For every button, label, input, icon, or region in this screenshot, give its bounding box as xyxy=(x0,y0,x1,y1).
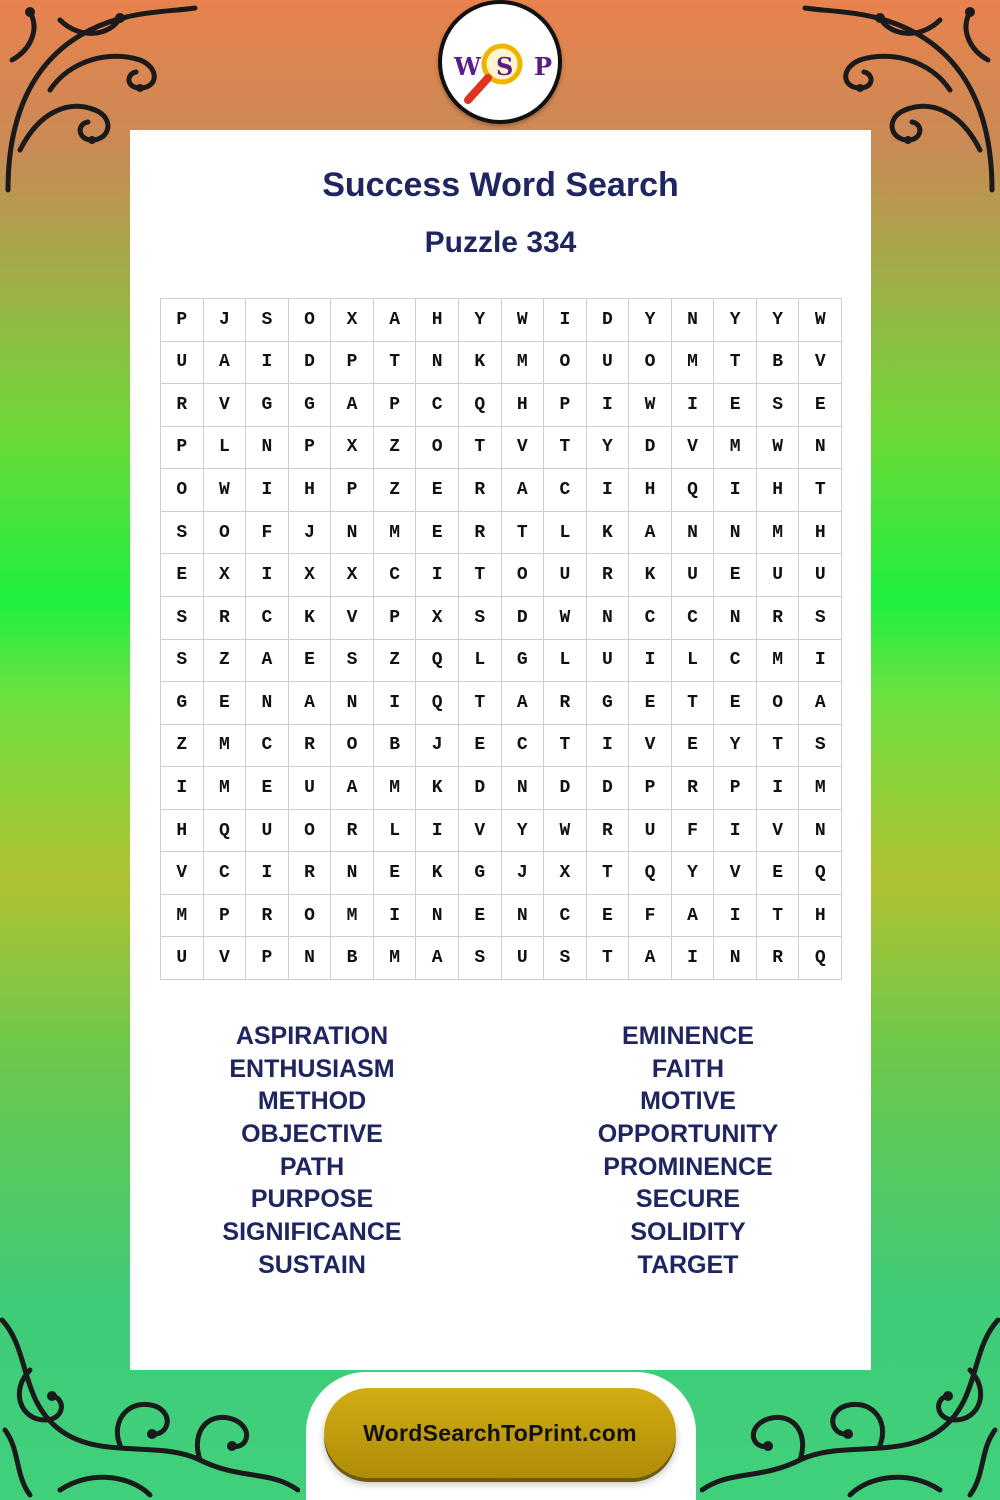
grid-cell[interactable]: V xyxy=(459,810,502,853)
grid-cell[interactable]: Y xyxy=(459,299,502,342)
grid-cell[interactable]: X xyxy=(331,427,374,470)
grid-cell[interactable]: S xyxy=(459,597,502,640)
grid-cell[interactable]: P xyxy=(204,895,247,938)
grid-cell[interactable]: R xyxy=(459,512,502,555)
grid-cell[interactable]: R xyxy=(587,554,630,597)
grid-cell[interactable]: T xyxy=(757,725,800,768)
word-list-item: OBJECTIVE xyxy=(241,1120,383,1149)
grid-cell[interactable]: E xyxy=(587,895,630,938)
grid-cell[interactable]: E xyxy=(629,682,672,725)
grid-cell[interactable]: A xyxy=(672,895,715,938)
grid-cell[interactable]: H xyxy=(289,469,332,512)
grid-cell[interactable]: V xyxy=(502,427,545,470)
grid-cell[interactable]: H xyxy=(161,810,204,853)
grid-cell[interactable]: A xyxy=(502,469,545,512)
grid-cell[interactable]: U xyxy=(672,554,715,597)
grid-cell[interactable]: V xyxy=(757,810,800,853)
grid-cell[interactable]: N xyxy=(672,299,715,342)
word-list-item: SUSTAIN xyxy=(258,1250,366,1279)
grid-cell[interactable]: O xyxy=(289,810,332,853)
grid-cell[interactable]: M xyxy=(757,640,800,683)
grid-cell[interactable]: P xyxy=(289,427,332,470)
grid-cell[interactable]: O xyxy=(161,469,204,512)
grid-cell[interactable]: S xyxy=(459,937,502,980)
word-list-item: SIGNIFICANCE xyxy=(222,1218,402,1247)
grid-cell[interactable]: E xyxy=(757,852,800,895)
grid-cell[interactable]: N xyxy=(416,895,459,938)
grid-cell[interactable]: L xyxy=(544,640,587,683)
grid-cell[interactable]: E xyxy=(374,852,417,895)
grid-cell[interactable]: M xyxy=(331,895,374,938)
grid-cell[interactable]: F xyxy=(246,512,289,555)
grid-cell[interactable]: K xyxy=(587,512,630,555)
grid-cell[interactable]: I xyxy=(246,342,289,385)
grid-cell[interactable]: Z xyxy=(204,640,247,683)
grid-cell[interactable]: G xyxy=(587,682,630,725)
grid-cell[interactable]: E xyxy=(459,895,502,938)
grid-cell[interactable]: T xyxy=(672,682,715,725)
grid-cell[interactable]: S xyxy=(161,640,204,683)
grid-cell[interactable]: L xyxy=(204,427,247,470)
grid-cell[interactable]: C xyxy=(672,597,715,640)
grid-cell[interactable]: T xyxy=(544,427,587,470)
word-list-item: ASPIRATION xyxy=(235,1022,389,1050)
word-list-item: OPPORTUNITY xyxy=(597,1120,779,1149)
grid-cell[interactable]: Y xyxy=(502,810,545,853)
grid-cell[interactable]: V xyxy=(714,852,757,895)
grid-cell[interactable]: U xyxy=(161,937,204,980)
grid-cell[interactable]: T xyxy=(757,895,800,938)
grid-cell[interactable]: K xyxy=(289,597,332,640)
logo-letter-w: W xyxy=(454,52,481,81)
grid-cell[interactable]: I xyxy=(672,384,715,427)
grid-cell[interactable]: E xyxy=(246,767,289,810)
grid-cell[interactable]: E xyxy=(416,512,459,555)
logo-letter-p: P xyxy=(534,52,553,81)
grid-cell[interactable]: A xyxy=(629,937,672,980)
word-list-left xyxy=(162,1020,462,1282)
grid-cell[interactable]: E xyxy=(714,682,757,725)
grid-cell[interactable]: R xyxy=(246,895,289,938)
grid-cell[interactable]: A xyxy=(416,937,459,980)
grid-cell[interactable]: M xyxy=(374,512,417,555)
grid-cell[interactable]: Q xyxy=(416,682,459,725)
grid-cell[interactable]: Z xyxy=(161,725,204,768)
grid-cell[interactable]: T xyxy=(587,852,630,895)
grid-cell[interactable]: G xyxy=(502,640,545,683)
grid-cell[interactable]: V xyxy=(204,384,247,427)
grid-cell[interactable]: M xyxy=(672,342,715,385)
grid-cell[interactable]: N xyxy=(289,937,332,980)
grid-cell[interactable]: U xyxy=(799,554,842,597)
grid-cell[interactable]: F xyxy=(672,810,715,853)
grid-cell[interactable]: K xyxy=(416,852,459,895)
grid-cell[interactable]: D xyxy=(587,767,630,810)
grid-cell[interactable]: P xyxy=(629,767,672,810)
grid-cell[interactable]: S xyxy=(161,512,204,555)
grid-cell[interactable]: D xyxy=(459,767,502,810)
grid-cell[interactable]: T xyxy=(459,554,502,597)
grid-cell[interactable]: W xyxy=(544,597,587,640)
grid-cell[interactable]: Z xyxy=(374,640,417,683)
grid-cell[interactable]: C xyxy=(629,597,672,640)
grid-cell[interactable]: L xyxy=(672,640,715,683)
grid-cell[interactable]: H xyxy=(416,299,459,342)
grid-cell[interactable]: L xyxy=(544,512,587,555)
grid-cell[interactable]: E xyxy=(161,554,204,597)
grid-cell[interactable]: N xyxy=(331,682,374,725)
grid-cell[interactable]: C xyxy=(246,597,289,640)
grid-cell[interactable]: N xyxy=(331,512,374,555)
grid-cell[interactable]: N xyxy=(416,342,459,385)
grid-cell[interactable]: V xyxy=(672,427,715,470)
grid-cell[interactable]: D xyxy=(289,342,332,385)
grid-cell[interactable]: R xyxy=(757,937,800,980)
grid-cell[interactable]: S xyxy=(331,640,374,683)
grid-cell[interactable]: N xyxy=(502,767,545,810)
word-list-item: PATH xyxy=(279,1152,345,1181)
grid-cell[interactable]: T xyxy=(714,342,757,385)
grid-cell[interactable]: M xyxy=(161,895,204,938)
word-list-item: PURPOSE xyxy=(250,1185,374,1214)
grid-cell[interactable]: S xyxy=(544,937,587,980)
grid-cell[interactable]: B xyxy=(331,937,374,980)
grid-cell[interactable]: V xyxy=(204,937,247,980)
grid-cell[interactable]: O xyxy=(757,682,800,725)
word-list-item: METHOD xyxy=(257,1087,367,1116)
grid-cell[interactable]: E xyxy=(714,554,757,597)
grid-cell[interactable]: D xyxy=(502,597,545,640)
grid-cell[interactable]: C xyxy=(502,725,545,768)
grid-cell[interactable]: P xyxy=(246,937,289,980)
grid-cell[interactable]: E xyxy=(289,640,332,683)
grid-cell[interactable]: Y xyxy=(629,299,672,342)
grid-cell[interactable]: C xyxy=(544,895,587,938)
grid-cell[interactable]: I xyxy=(416,810,459,853)
grid-cell[interactable]: E xyxy=(714,384,757,427)
grid-cell[interactable]: U xyxy=(587,640,630,683)
letter-grid xyxy=(160,298,842,980)
grid-cell[interactable]: I xyxy=(672,937,715,980)
word-list-item: SECURE xyxy=(635,1185,741,1214)
grid-cell[interactable]: C xyxy=(544,469,587,512)
grid-cell[interactable]: X xyxy=(289,554,332,597)
grid-cell[interactable]: O xyxy=(289,895,332,938)
grid-cell[interactable]: W xyxy=(799,299,842,342)
grid-cell[interactable]: I xyxy=(714,895,757,938)
grid-cell[interactable]: P xyxy=(544,384,587,427)
grid-cell[interactable]: N xyxy=(331,852,374,895)
grid-cell[interactable]: R xyxy=(331,810,374,853)
grid-cell[interactable]: H xyxy=(799,895,842,938)
grid-cell[interactable]: R xyxy=(544,682,587,725)
grid-cell[interactable]: A xyxy=(289,682,332,725)
grid-cell[interactable]: S xyxy=(799,597,842,640)
grid-cell[interactable]: Q xyxy=(204,810,247,853)
grid-cell[interactable]: I xyxy=(799,640,842,683)
grid-cell[interactable]: D xyxy=(544,767,587,810)
grid-cell[interactable]: C xyxy=(416,384,459,427)
puzzle-card xyxy=(130,130,871,1370)
grid-cell[interactable]: W xyxy=(502,299,545,342)
grid-cell[interactable]: T xyxy=(374,342,417,385)
word-list-item: PROMINENCE xyxy=(603,1152,773,1181)
grid-cell[interactable]: I xyxy=(714,810,757,853)
grid-cell[interactable]: Q xyxy=(799,852,842,895)
grid-cell[interactable]: V xyxy=(629,725,672,768)
grid-cell[interactable]: T xyxy=(502,512,545,555)
grid-cell[interactable]: I xyxy=(374,682,417,725)
grid-cell[interactable]: M xyxy=(757,512,800,555)
grid-cell[interactable]: P xyxy=(331,342,374,385)
grid-cell[interactable]: O xyxy=(544,342,587,385)
grid-cell[interactable]: R xyxy=(289,725,332,768)
grid-cell[interactable]: J xyxy=(204,299,247,342)
site-link-label: WordSearchToPrint.com xyxy=(363,1419,637,1446)
grid-cell[interactable]: W xyxy=(757,427,800,470)
grid-cell[interactable]: Y xyxy=(757,299,800,342)
grid-cell[interactable]: I xyxy=(587,469,630,512)
grid-cell[interactable]: T xyxy=(459,427,502,470)
grid-cell[interactable]: C xyxy=(374,554,417,597)
grid-cell[interactable]: S xyxy=(757,384,800,427)
grid-cell[interactable]: A xyxy=(374,299,417,342)
grid-cell[interactable]: R xyxy=(757,597,800,640)
word-list-item: SOLIDITY xyxy=(630,1218,746,1247)
grid-cell[interactable]: Z xyxy=(374,469,417,512)
grid-cell[interactable]: Q xyxy=(629,852,672,895)
grid-cell[interactable]: R xyxy=(587,810,630,853)
grid-cell[interactable]: U xyxy=(289,767,332,810)
grid-cell[interactable]: N xyxy=(799,810,842,853)
grid-cell[interactable]: H xyxy=(502,384,545,427)
grid-cell[interactable]: M xyxy=(799,767,842,810)
grid-cell[interactable]: C xyxy=(714,640,757,683)
grid-cell[interactable]: W xyxy=(629,384,672,427)
grid-cell[interactable]: A xyxy=(204,342,247,385)
grid-cell[interactable]: M xyxy=(204,725,247,768)
grid-cell[interactable]: M xyxy=(374,767,417,810)
grid-cell[interactable]: N xyxy=(672,512,715,555)
grid-cell[interactable]: B xyxy=(757,342,800,385)
grid-cell[interactable]: P xyxy=(161,299,204,342)
grid-cell[interactable]: N xyxy=(714,512,757,555)
grid-cell[interactable]: T xyxy=(587,937,630,980)
grid-cell[interactable]: T xyxy=(459,682,502,725)
grid-cell[interactable]: U xyxy=(757,554,800,597)
grid-cell[interactable]: X xyxy=(416,597,459,640)
word-list-item: MOTIVE xyxy=(640,1087,736,1116)
grid-cell[interactable]: M xyxy=(204,767,247,810)
grid-cell[interactable]: N xyxy=(799,427,842,470)
grid-cell[interactable]: C xyxy=(246,725,289,768)
grid-cell[interactable]: U xyxy=(629,810,672,853)
grid-cell[interactable]: W xyxy=(544,810,587,853)
grid-cell[interactable]: F xyxy=(629,895,672,938)
puzzle-number: Puzzle 334 xyxy=(424,226,577,259)
grid-cell[interactable]: Z xyxy=(374,427,417,470)
grid-cell[interactable]: I xyxy=(714,469,757,512)
grid-cell[interactable]: I xyxy=(587,384,630,427)
grid-cell[interactable]: G xyxy=(246,384,289,427)
grid-cell[interactable]: I xyxy=(374,895,417,938)
grid-cell[interactable]: N xyxy=(587,597,630,640)
grid-cell[interactable]: G xyxy=(161,682,204,725)
grid-cell[interactable]: S xyxy=(246,299,289,342)
grid-cell[interactable]: V xyxy=(161,852,204,895)
grid-cell[interactable]: I xyxy=(246,469,289,512)
grid-cell[interactable]: Y xyxy=(672,852,715,895)
grid-cell[interactable]: N xyxy=(246,682,289,725)
grid-cell[interactable]: E xyxy=(204,682,247,725)
word-list-item: FAITH xyxy=(651,1054,725,1083)
grid-cell[interactable]: A xyxy=(331,767,374,810)
grid-cell[interactable]: Y xyxy=(587,427,630,470)
grid-cell[interactable]: Q xyxy=(799,937,842,980)
grid-cell[interactable]: O xyxy=(289,299,332,342)
grid-cell[interactable]: Q xyxy=(672,469,715,512)
grid-cell[interactable]: K xyxy=(416,767,459,810)
grid-cell[interactable]: X xyxy=(331,554,374,597)
grid-cell[interactable]: P xyxy=(161,427,204,470)
grid-cell[interactable]: R xyxy=(161,384,204,427)
grid-cell[interactable]: I xyxy=(587,725,630,768)
grid-cell[interactable]: J xyxy=(289,512,332,555)
grid-cell[interactable]: E xyxy=(672,725,715,768)
grid-cell[interactable]: I xyxy=(246,554,289,597)
grid-cell[interactable]: J xyxy=(502,852,545,895)
grid-cell[interactable]: N xyxy=(502,895,545,938)
grid-cell[interactable]: I xyxy=(757,767,800,810)
grid-cell[interactable]: M xyxy=(714,427,757,470)
grid-cell[interactable]: A xyxy=(331,384,374,427)
grid-cell[interactable]: G xyxy=(459,852,502,895)
grid-cell[interactable]: R xyxy=(289,852,332,895)
grid-cell[interactable]: X xyxy=(204,554,247,597)
grid-cell[interactable]: H xyxy=(629,469,672,512)
grid-cell[interactable]: G xyxy=(289,384,332,427)
grid-cell[interactable]: D xyxy=(587,299,630,342)
grid-cell[interactable]: H xyxy=(799,512,842,555)
grid-cell[interactable]: K xyxy=(629,554,672,597)
grid-cell[interactable]: Q xyxy=(459,384,502,427)
word-list-right xyxy=(538,1020,838,1282)
grid-cell[interactable]: U xyxy=(544,554,587,597)
grid-cell[interactable]: U xyxy=(161,342,204,385)
grid-cell[interactable]: C xyxy=(204,852,247,895)
word-list-item: EMINENCE xyxy=(622,1022,754,1050)
grid-cell[interactable]: O xyxy=(331,725,374,768)
grid-cell[interactable]: J xyxy=(416,725,459,768)
grid-cell[interactable]: O xyxy=(502,554,545,597)
grid-cell[interactable]: O xyxy=(416,427,459,470)
grid-cell[interactable]: I xyxy=(246,852,289,895)
grid-cell[interactable]: U xyxy=(587,342,630,385)
grid-cell[interactable]: X xyxy=(544,852,587,895)
grid-cell[interactable]: D xyxy=(629,427,672,470)
grid-cell[interactable]: R xyxy=(459,469,502,512)
grid-cell[interactable]: R xyxy=(204,597,247,640)
grid-cell[interactable]: M xyxy=(374,937,417,980)
grid-cell[interactable]: W xyxy=(204,469,247,512)
grid-cell[interactable]: A xyxy=(246,640,289,683)
grid-cell[interactable]: T xyxy=(544,725,587,768)
grid-cell[interactable]: U xyxy=(502,937,545,980)
grid-cell[interactable]: A xyxy=(799,682,842,725)
page-title: Success Word Search xyxy=(322,166,679,204)
grid-cell[interactable]: I xyxy=(629,640,672,683)
grid-cell[interactable]: Q xyxy=(416,640,459,683)
grid-cell[interactable]: L xyxy=(374,810,417,853)
grid-cell[interactable]: N xyxy=(246,427,289,470)
grid-cell[interactable]: P xyxy=(714,767,757,810)
grid-cell[interactable]: Y xyxy=(714,725,757,768)
grid-cell[interactable]: A xyxy=(629,512,672,555)
grid-cell[interactable]: V xyxy=(331,597,374,640)
grid-cell[interactable]: L xyxy=(459,640,502,683)
grid-cell[interactable]: H xyxy=(757,469,800,512)
grid-cell[interactable]: M xyxy=(502,342,545,385)
grid-cell[interactable]: E xyxy=(416,469,459,512)
grid-cell[interactable]: I xyxy=(161,767,204,810)
word-list-item: ENTHUSIASM xyxy=(229,1054,395,1083)
grid-cell[interactable]: B xyxy=(374,725,417,768)
grid-cell[interactable]: U xyxy=(246,810,289,853)
grid-cell[interactable]: O xyxy=(629,342,672,385)
grid-cell[interactable]: K xyxy=(459,342,502,385)
grid-cell[interactable]: E xyxy=(459,725,502,768)
grid-cell[interactable]: I xyxy=(416,554,459,597)
site-link-button[interactable] xyxy=(324,1388,676,1478)
grid-cell[interactable]: E xyxy=(799,384,842,427)
grid-cell[interactable]: S xyxy=(799,725,842,768)
grid-cell[interactable]: I xyxy=(544,299,587,342)
grid-cell[interactable]: S xyxy=(161,597,204,640)
grid-cell[interactable]: P xyxy=(331,469,374,512)
grid-cell[interactable]: N xyxy=(714,597,757,640)
word-list-item: TARGET xyxy=(637,1250,739,1279)
grid-cell[interactable]: P xyxy=(374,384,417,427)
grid-cell[interactable]: Y xyxy=(714,299,757,342)
grid-cell[interactable]: A xyxy=(502,682,545,725)
grid-cell[interactable]: X xyxy=(331,299,374,342)
logo-letter-s: S xyxy=(496,52,514,81)
grid-cell[interactable]: N xyxy=(714,937,757,980)
site-logo[interactable] xyxy=(438,0,562,124)
grid-cell[interactable]: O xyxy=(204,512,247,555)
grid-cell[interactable]: P xyxy=(374,597,417,640)
grid-cell[interactable]: R xyxy=(672,767,715,810)
grid-cell[interactable]: V xyxy=(799,342,842,385)
grid-cell[interactable]: T xyxy=(799,469,842,512)
